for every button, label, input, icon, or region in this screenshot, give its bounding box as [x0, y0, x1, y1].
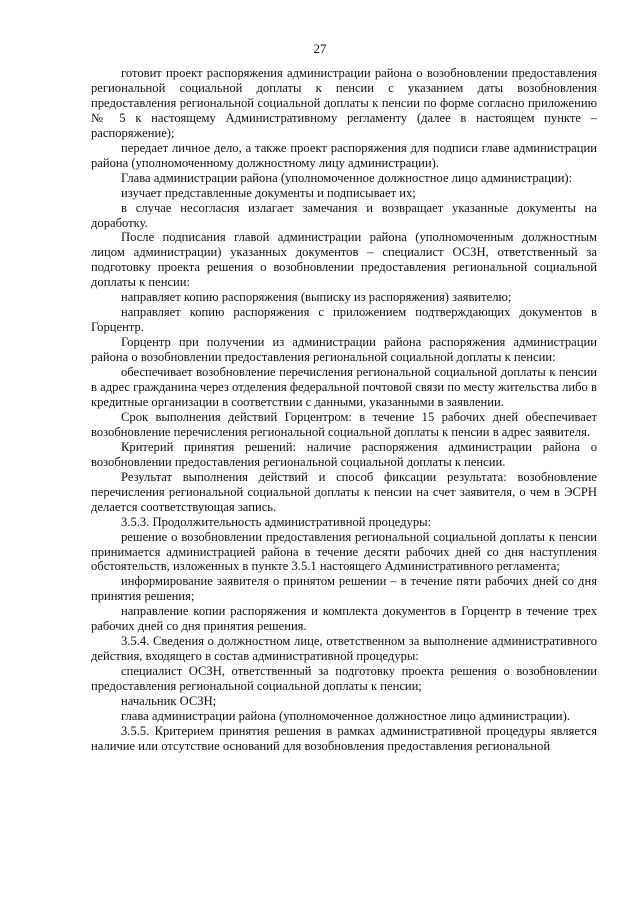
section-heading: 3.5.3. Продолжительность административной процедуры: — [121, 514, 432, 529]
paragraph: передает личное дело, а также проект распоряжения для подписи главе администрации района (уполномоченному должностному лицу администрации). — [91, 140, 597, 170]
paragraph: Срок выполнения действий Горцентром: в течение 15 рабочих дней обеспечивает возобновление перечисления региональной социальной доплаты к пенсии в адрес заявителя. — [91, 409, 597, 439]
paragraph: обеспечивает возобновление перечисления региональной социальной доплаты к пенсии в адрес гражданина через отделения федеральной почтовой связи по месту жительства либо в кредитные организации в соответствии с данными, указанными в заявлении. — [91, 365, 597, 409]
paragraph: изучает представленные документы и подписывает их; — [121, 185, 416, 200]
document-body — [91, 66, 597, 754]
paragraph: Критерий принятия решений: наличие распоряжения администрации района о возобновлении предоставления региональной социальной доплаты к пенсии. — [91, 439, 597, 469]
section-heading: 3.5.4. Сведения о должностном лице, ответственном за выполнение административного действия, входящего в состав административной процедуры: — [91, 634, 597, 664]
paragraph: начальник ОСЗН; — [121, 694, 217, 709]
paragraph: Глава администрации района (уполномоченное должностное лицо администрации): — [121, 170, 573, 185]
paragraph: информирование заявителя о принятом решении – в течение пяти рабочих дней со дня принятия решения; — [91, 574, 597, 604]
paragraph: в случае несогласия излагает замечания и возвращает указанные документы на доработку. — [91, 200, 597, 230]
paragraph: направление копии распоряжения и комплекта документов в Горцентр в течение трех рабочих дней со дня принятия решения. — [91, 604, 597, 634]
page-number: 27 — [313, 41, 327, 56]
paragraph: специалист ОСЗН, ответственный за подготовку проекта решения о возобновлении предоставления региональной социальной доплаты к пенсии; — [91, 664, 597, 694]
paragraph: готовит проект распоряжения администрации района о возобновлении предоставления региональной социальной доплаты к пенсии с указанием даты возобновления предоставления региональной социальной доплаты к пенсии по форме согласно приложению № 5 к настоящему Административному регламенту (далее в настоящем пункте – распоряжение); — [91, 66, 597, 140]
paragraph: После подписания главой администрации района (уполномоченным должностным лицом администрации) указанных документов – специалист ОСЗН, ответственный за подготовку проекта решения о возобновлении предоставления региональной социальной доплаты к пенсии: — [91, 230, 597, 290]
paragraph: Горцентр при получении из администрации района распоряжения администрации района о возобновлении предоставления региональной социальной доплаты к пенсии: — [91, 335, 597, 365]
paragraph: направляет копию распоряжения (выписку из распоряжения) заявителю; — [121, 290, 512, 305]
paragraph: решение о возобновлении предоставления региональной социальной доплаты к пенсии принимается администрацией района в течение десяти рабочих дней со дня наступления обстоятельств, изложенных в пункте 3.5.1 настоящего Административного регламента; — [91, 529, 597, 574]
paragraph: направляет копию распоряжения с приложением подтверждающих документов в Горцентр. — [91, 305, 597, 335]
section-heading: 3.5.5. Критерием принятия решения в рамках административной процедуры является наличие или отсутствие оснований для возобновления предоставления региональной — [91, 723, 597, 753]
paragraph: Результат выполнения действий и способ фиксации результата: возобновление перечисления региональной социальной доплаты к пенсии на счет заявителя, о чем в ЭСРН делается соответствующая запись. — [91, 469, 597, 514]
paragraph: глава администрации района (уполномоченное должностное лицо администрации). — [121, 708, 570, 723]
